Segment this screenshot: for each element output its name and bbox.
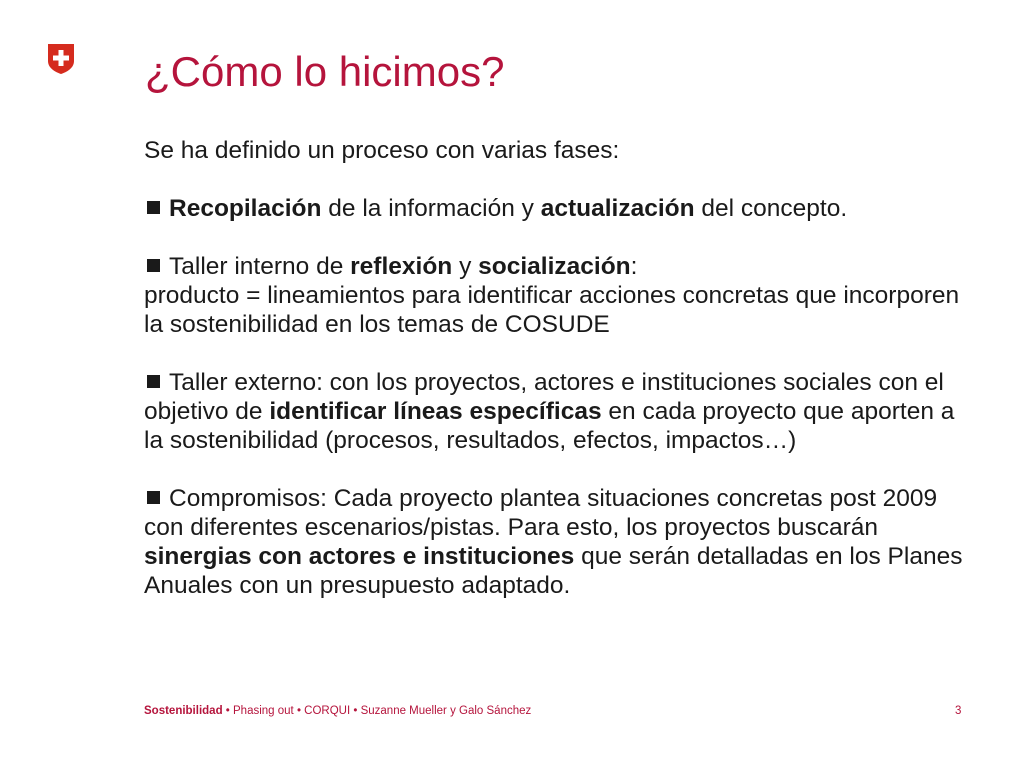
bold-reflexion: reflexión <box>350 253 453 280</box>
swiss-cross-icon <box>47 44 75 74</box>
bullet-taller-externo <box>144 368 974 455</box>
square-bullet-icon <box>147 259 160 272</box>
bold-sinergias: sinergias con actores e instituciones <box>144 543 575 570</box>
bullet-text: Taller interno de <box>169 253 351 280</box>
bold-socializacion: socialización <box>478 253 631 280</box>
slide-body <box>144 136 974 600</box>
slide-footer <box>144 703 531 719</box>
bullet-text: de la información y <box>321 195 541 222</box>
bold-actualizacion: actualización <box>540 195 695 222</box>
bullet-taller-interno <box>144 252 974 339</box>
bullet-text: del concepto. <box>694 195 848 222</box>
bullet-text: y <box>452 253 479 280</box>
bullet-text: Compromisos: Cada proyecto plantea situaciones concretas post 2009 con diferentes escenarios/pistas. Para esto, los proyectos buscarán <box>144 485 938 541</box>
square-bullet-icon <box>147 201 160 214</box>
bullet-text: que serán detalladas en los Planes Anuales con un presupuesto adaptado. <box>144 543 963 599</box>
square-bullet-icon <box>147 375 160 388</box>
bold-identificar-lineas: identificar líneas específicas <box>269 398 602 425</box>
bullet-text: : <box>630 253 638 280</box>
intro-text: Se ha definido un proceso con varias fases: <box>144 137 620 164</box>
footer-text: • Phasing out • CORQUI • Suzanne Mueller y Galo Sánchez <box>222 705 532 717</box>
footer-topic: Sostenibilidad <box>144 705 223 717</box>
bullet-recopilacion <box>144 194 974 223</box>
square-bullet-icon <box>147 491 160 504</box>
slide-title: ¿Cómo lo hicimos? <box>145 48 505 95</box>
bullet-compromisos <box>144 484 974 600</box>
page-number: 3 <box>955 705 962 717</box>
bullet-text: Taller externo: con los proyectos, actores e instituciones sociales con el objetivo de <box>144 369 944 425</box>
producto-text: producto = lineamientos para identificar acciones concretas que incorporen la sostenibilidad en los temas de COSUDE <box>144 282 960 338</box>
bold-recopilacion: Recopilación <box>169 195 322 222</box>
bullet-text: en cada proyecto que aporten a la sostenibilidad (procesos, resultados, efectos, impactos…) <box>144 398 955 454</box>
